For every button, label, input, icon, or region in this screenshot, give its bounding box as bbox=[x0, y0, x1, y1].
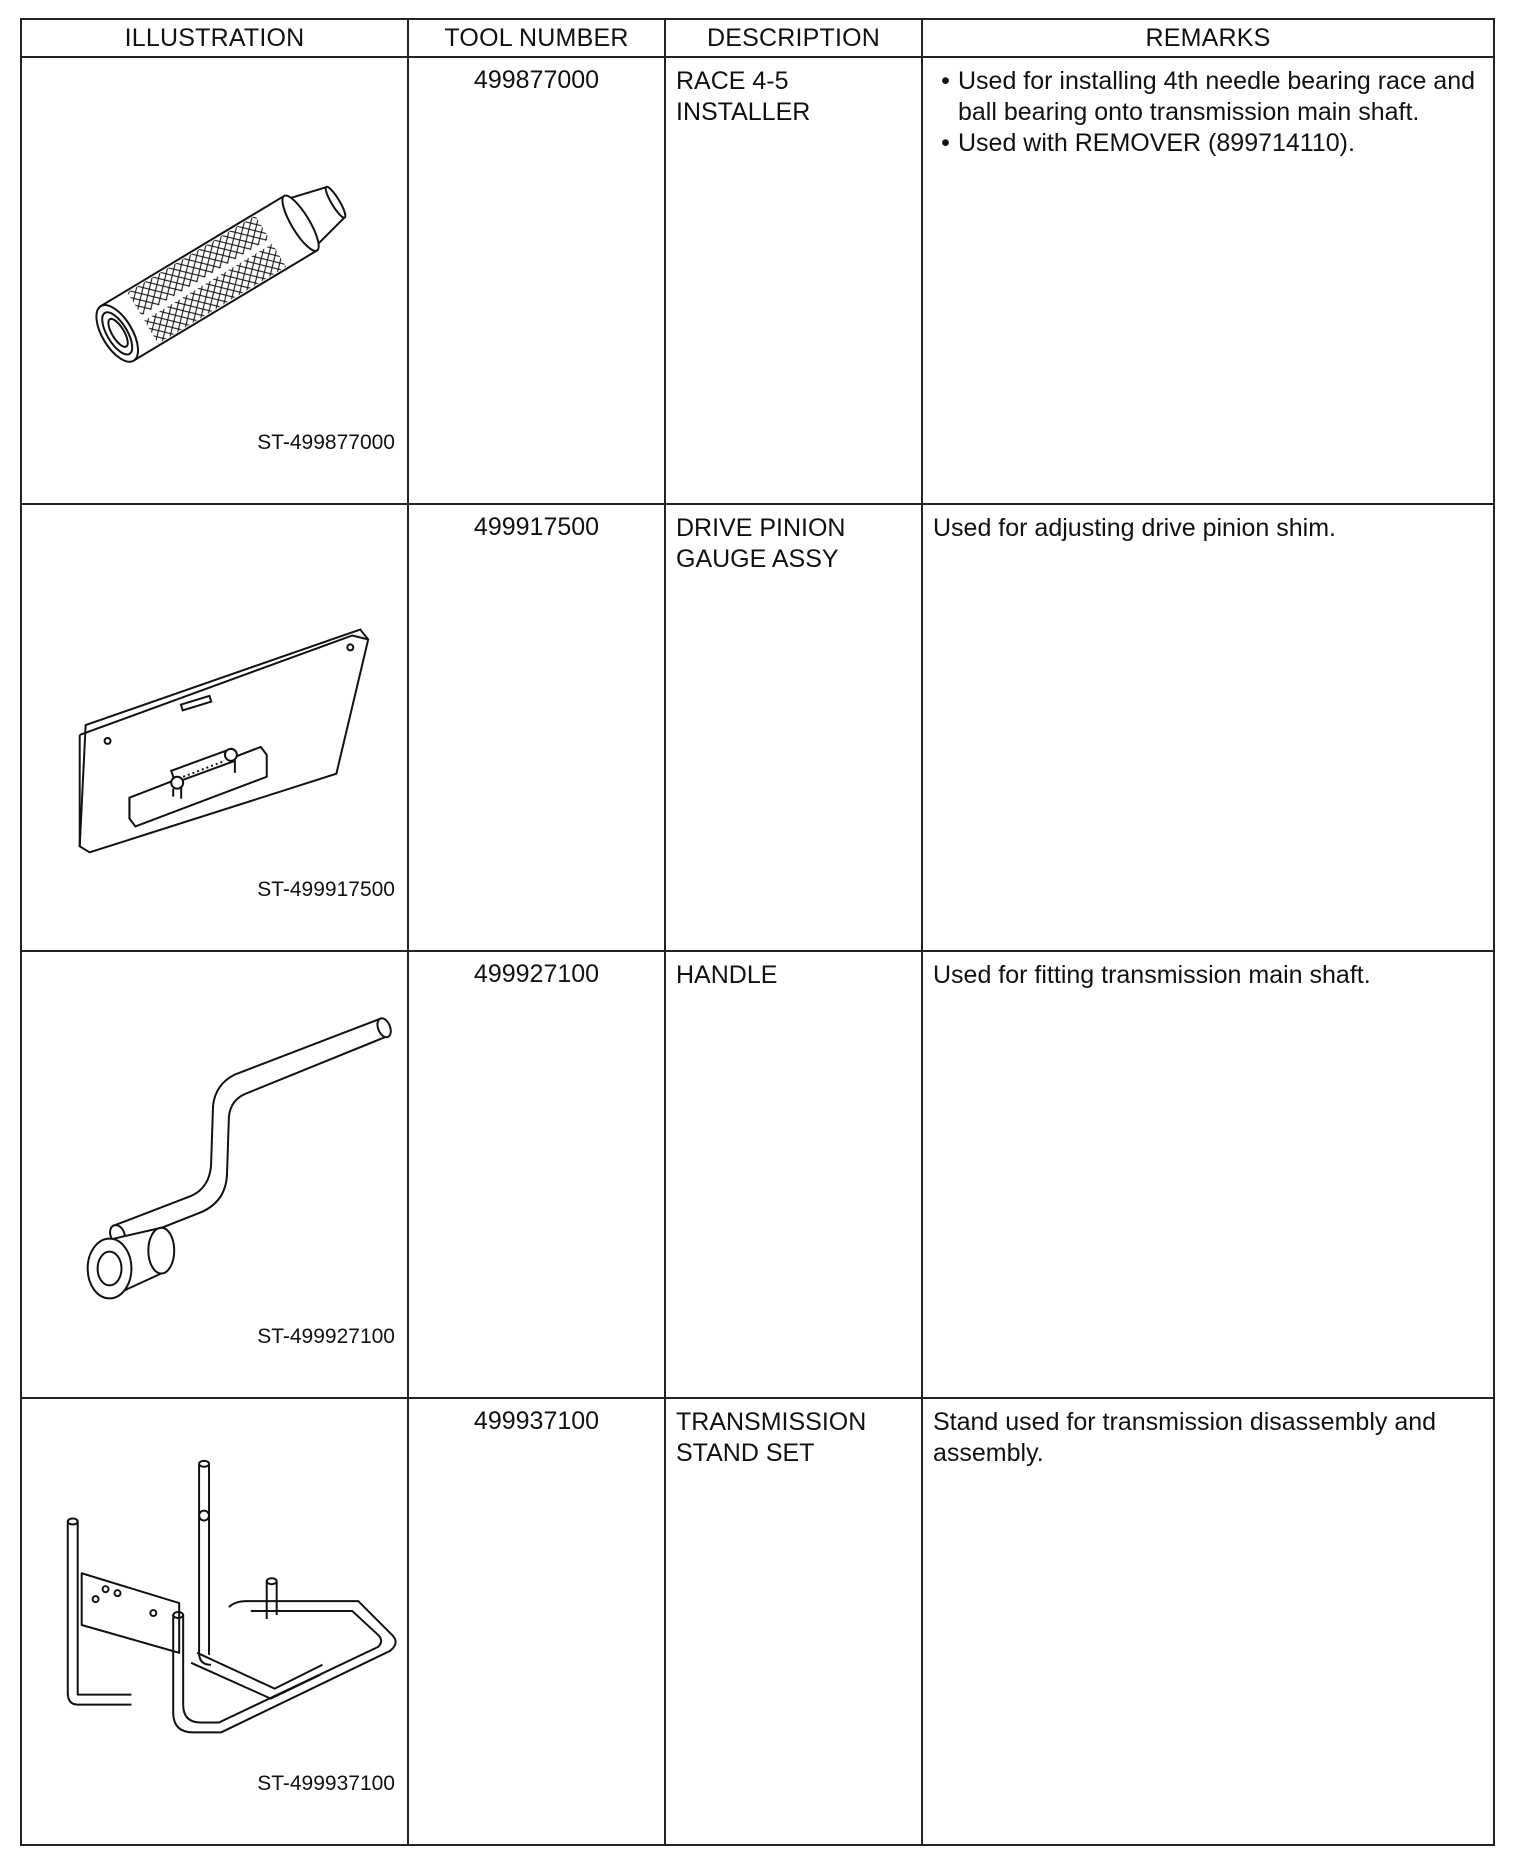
tool-number-cell: 499937100 bbox=[408, 1398, 665, 1845]
description-line: GAUGE ASSY bbox=[676, 545, 839, 573]
illustration-cell bbox=[21, 1398, 408, 1845]
description-cell bbox=[665, 57, 922, 504]
remark-text: Used for adjusting drive pinion shim. bbox=[933, 514, 1336, 542]
description-line: STAND SET bbox=[676, 1439, 815, 1467]
table-row bbox=[21, 1398, 1494, 1845]
description-line: HANDLE bbox=[676, 961, 778, 989]
description-cell bbox=[665, 1398, 922, 1845]
remark-bullet: • Used for installing 4th needle bearing race and ball bearing onto transmission main shaft. bbox=[933, 66, 1483, 128]
header-illustration: ILLUSTRATION bbox=[21, 19, 408, 57]
table-row bbox=[21, 57, 1494, 504]
tool-number-cell: 499917500 bbox=[408, 504, 665, 951]
description-line: INSTALLER bbox=[676, 98, 811, 126]
header-row bbox=[21, 19, 1494, 57]
description-cell bbox=[665, 951, 922, 1398]
remark-text: Used for fitting transmission main shaft. bbox=[933, 961, 1371, 989]
illustration-code: ST-499877000 bbox=[257, 431, 395, 454]
description-line: DRIVE PINION bbox=[676, 514, 846, 542]
header-remarks: REMARKS bbox=[922, 19, 1494, 57]
remarks-cell bbox=[922, 1398, 1494, 1845]
remarks-cell bbox=[922, 57, 1494, 504]
remarks-cell bbox=[922, 504, 1494, 951]
description-line: RACE 4-5 bbox=[676, 67, 789, 95]
special-tools-table bbox=[20, 18, 1495, 1846]
tool-number-cell: 499927100 bbox=[408, 951, 665, 1398]
remarks-cell bbox=[922, 951, 1494, 1398]
tool-number-cell: 499877000 bbox=[408, 57, 665, 504]
remark-text: Stand used for transmission disassembly and assembly. bbox=[933, 1408, 1437, 1467]
description-cell bbox=[665, 504, 922, 951]
illustration-code: ST-499927100 bbox=[257, 1325, 395, 1348]
table-row bbox=[21, 951, 1494, 1398]
illustration-code: ST-499917500 bbox=[257, 878, 395, 901]
header-description: DESCRIPTION bbox=[665, 19, 922, 57]
illustration-cell bbox=[21, 57, 408, 504]
illustration-code: ST-499937100 bbox=[257, 1772, 395, 1795]
description-line: TRANSMISSION bbox=[676, 1408, 867, 1436]
remark-bullet: • Used with REMOVER (899714110). bbox=[933, 128, 1483, 159]
illustration-cell bbox=[21, 504, 408, 951]
illustration-cell bbox=[21, 951, 408, 1398]
table-row bbox=[21, 504, 1494, 951]
header-tool-number: TOOL NUMBER bbox=[408, 19, 665, 57]
